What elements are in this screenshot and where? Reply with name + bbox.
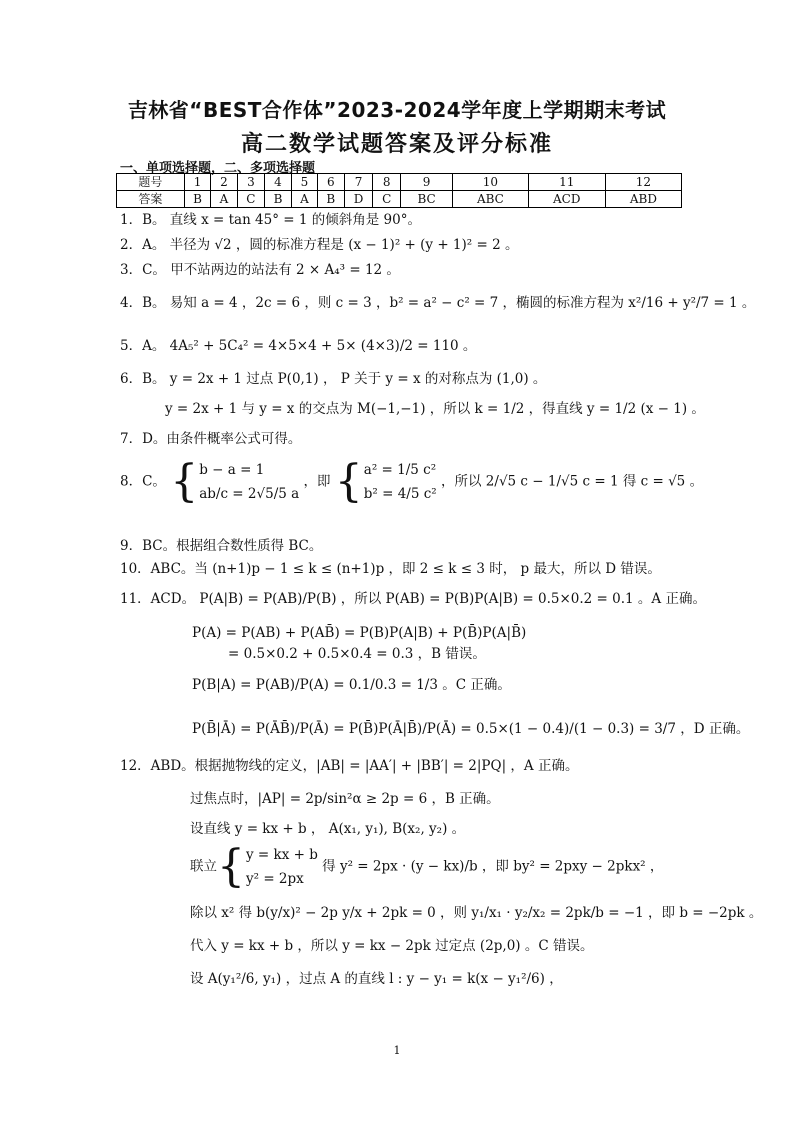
solution-12-line7: 设 A(y₁²/6, y₁) ，过点 A 的直线 l : y − y₁ = k(x − y₁²/6) ，	[190, 971, 563, 987]
equation: b − a = 1	[199, 462, 265, 478]
table-cell: C	[373, 191, 401, 208]
section-heading: 一、单项选择题，二、多项选择题	[120, 161, 316, 176]
table-cell: 2	[211, 174, 237, 191]
solution-3: 3．C。 甲不站两边的站法有 2 × A₄³ = 12 。	[120, 262, 400, 278]
table-cell: 12	[605, 174, 681, 191]
table-cell: 1	[184, 174, 211, 191]
left-brace-icon: {	[170, 456, 199, 507]
solution-12-line1: 12．ABD。根据抛物线的定义，|AB| = |AA′| + |BB′| = 2|PQ| ，A 正确。	[120, 758, 579, 774]
solution-6-line1: 6．B。 y = 2x + 1 过点 P(0,1) ， P 关于 y = x 的对称点为 (1,0) 。	[120, 371, 547, 387]
equation: y² = 2px	[246, 871, 304, 887]
table-cell: 7	[344, 174, 373, 191]
table-cell: D	[344, 191, 373, 208]
solution-11-line5: P(B̄|Ā) = P(ĀB̄)/P(Ā) = P(B̄)P(Ā|B̄)/P(Ā) = 0.5×(1 − 0.4)/(1 − 0.3) = 3/7 ，D 正确。	[192, 721, 750, 737]
solution-10: 10．ABC。当 (n+1)p − 1 ≤ k ≤ (n+1)p ，即 2 ≤ k ≤ 3 时， p 最大，所以 D 错误。	[120, 561, 661, 577]
table-cell: B	[184, 191, 211, 208]
equation-system	[364, 458, 437, 506]
solution-6-line2: y = 2x + 1 与 y = x 的交点为 M(−1,−1) ，所以 k = 1/2 ，得直线 y = 1/2 (x − 1) 。	[165, 401, 705, 417]
page-number: 1	[393, 1044, 401, 1057]
table-cell: A	[291, 191, 317, 208]
solution-8	[120, 458, 703, 506]
table-cell: A	[211, 191, 237, 208]
solution-11-line4: P(B|A) = P(AB)/P(A) = 0.1/0.3 = 1/3 。C 正确。	[192, 677, 511, 693]
left-brace-icon: {	[334, 456, 363, 507]
solution-11-line1: 11．ACD。 P(A|B) = P(AB)/P(B) ，所以 P(AB) = P(B)P(A|B) = 0.5×0.2 = 0.1 。A 正确。	[120, 591, 706, 607]
solution-12-line3: 设直线 y = kx + b ， A(x₁, y₁), B(x₂, y₂) 。	[190, 821, 466, 837]
solution-8-connector: ，即	[303, 473, 331, 490]
table-cell: ABC	[453, 191, 529, 208]
row-label: 答案	[117, 191, 185, 208]
answer-row	[117, 191, 682, 208]
answer-table	[116, 173, 682, 208]
solution-8-conclusion: ，所以 2/√5 c − 1/√5 c = 1 得 c = √5 。	[441, 473, 704, 490]
table-cell: C	[237, 191, 265, 208]
table-cell: B	[265, 191, 292, 208]
equation: a² = 1/5 c²	[363, 462, 437, 478]
answer-key-title: 高二数学试题答案及评分标准	[240, 132, 553, 157]
solution-2: 2．A。 半径为 √2 ，圆的标准方程是 (x − 1)² + (y + 1)² = 2 。	[120, 237, 519, 253]
table-cell: 6	[318, 174, 345, 191]
exam-title: 吉林省“BEST合作体”2023-2024学年度上学期期末考试	[127, 98, 667, 122]
solution-12-label: 联立	[190, 858, 217, 875]
solution-12-line4	[190, 843, 663, 891]
table-cell: 3	[237, 174, 265, 191]
solution-1: 1．B。 直线 x = tan 45° = 1 的倾斜角是 90°。	[120, 212, 421, 228]
table-cell: ACD	[528, 191, 605, 208]
solution-9: 9．BC。根据组合数性质得 BC。	[120, 538, 323, 554]
table-cell: B	[318, 191, 345, 208]
solution-7: 7．D。由条件概率公式可得。	[120, 431, 302, 447]
table-cell: 9	[401, 174, 453, 191]
solution-8-label: 8．C。	[120, 473, 166, 490]
equation-system	[199, 458, 299, 506]
solution-12-derivation: 得 y² = 2px · (y − kx)/b ，即 by² = 2pxy − 2pkx² ，	[322, 858, 664, 875]
table-cell: 8	[373, 174, 401, 191]
table-cell: 11	[528, 174, 605, 191]
solution-12-line5: 除以 x² 得 b(y/x)² − 2p y/x + 2pk = 0 ，则 y₁/x₁ · y₂/x₂ = 2pk/b = −1 ，即 b = −2pk 。	[190, 905, 763, 921]
solution-5: 5．A。 4A₅² + 5C₄² = 4×5×4 + 5× (4×3)/2 = 110 。	[120, 338, 477, 354]
left-brace-icon: {	[217, 841, 245, 892]
table-cell: ABD	[605, 191, 681, 208]
solution-12-line6: 代入 y = kx + b ，所以 y = kx − 2pk 过定点 (2p,0) 。C 错误。	[190, 938, 594, 954]
table-cell: BC	[401, 191, 453, 208]
equation: y = kx + b	[246, 847, 318, 863]
table-cell: 4	[265, 174, 292, 191]
solution-11-line2: P(A) = P(AB) + P(AB̄) = P(B)P(A|B) + P(B̄)P(A|B̄)	[192, 625, 527, 641]
table-cell: 5	[291, 174, 317, 191]
equation: b² = 4/5 c²	[363, 486, 437, 502]
solution-4: 4．B。 易知 a = 4 ，2c = 6 ，则 c = 3 ，b² = a² − c² = 7 ，椭圆的标准方程为 x²/16 + y²/7 = 1 。	[120, 295, 756, 311]
solution-11-line3: = 0.5×0.2 + 0.5×0.4 = 0.3 ，B 错误。	[228, 646, 486, 662]
row-label: 题号	[117, 174, 185, 191]
question-number-row	[117, 174, 682, 191]
table-cell: 10	[453, 174, 529, 191]
solution-12-line2: 过焦点时，|AP| = 2p/sin²α ≥ 2p = 6 ，B 正确。	[190, 791, 500, 807]
equation-system	[246, 843, 318, 891]
equation: ab/c = 2√5/5 a	[199, 486, 300, 502]
